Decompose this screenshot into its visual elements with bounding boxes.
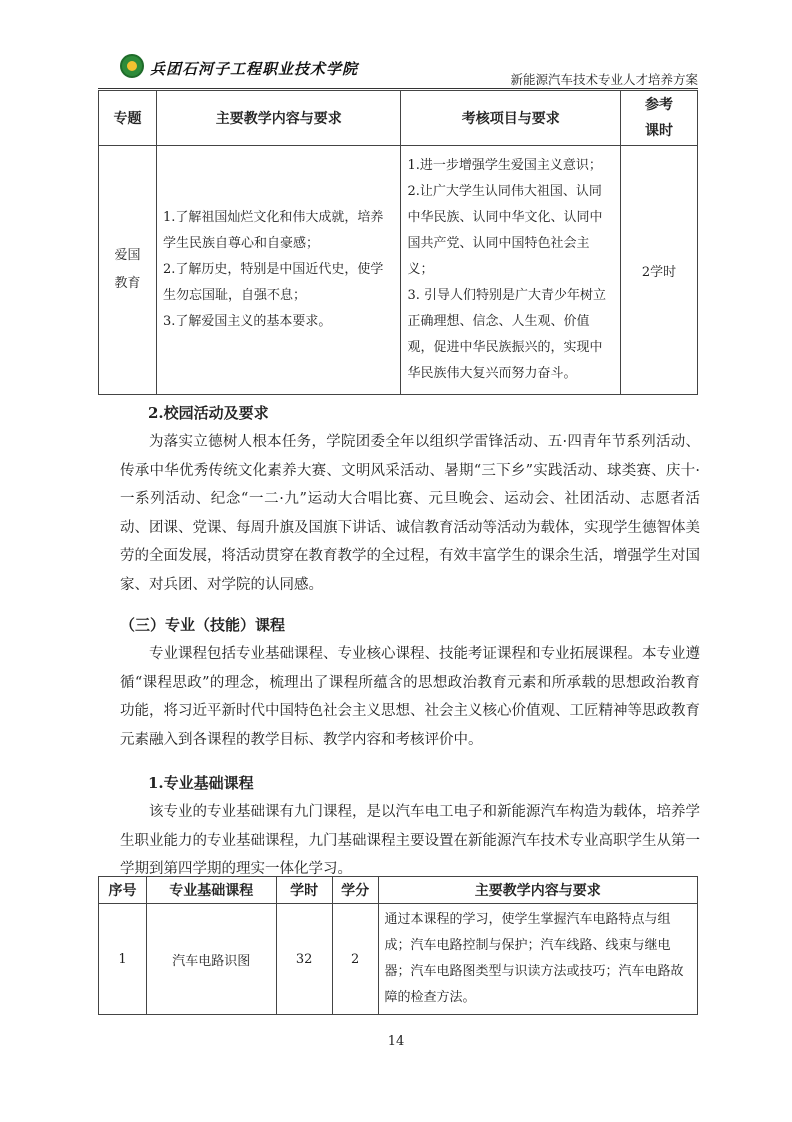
assessment-line: 1.进一步增强学生爱国主义意识；	[407, 158, 602, 173]
table-row	[99, 146, 698, 395]
section-heading: 1.专业基础课程	[148, 774, 254, 792]
content-line: 3.了解爱国主义的基本要求。	[162, 314, 332, 329]
section-heading: （三）专业（技能）课程	[120, 616, 286, 634]
hours-cell: 2学时	[621, 146, 698, 395]
campus-activities-paragraph	[120, 428, 700, 599]
table-header-cell: 参考课时	[621, 91, 698, 146]
topic-cell: 爱国教育	[99, 146, 157, 395]
table-header-cell: 主要教学内容与要求	[156, 91, 401, 146]
row-number: 1	[99, 904, 147, 1015]
major-courses-paragraph	[120, 640, 700, 754]
table-header-cell: 学时	[276, 877, 332, 904]
content-line: 2.了解历史，特别是中国近代史，使学生勿忘国耻，自强不息；	[162, 262, 384, 303]
basic-courses-table	[98, 876, 698, 1015]
course-credits: 2	[332, 904, 378, 1015]
patriotic-education-table	[98, 90, 698, 395]
course-hours: 32	[276, 904, 332, 1015]
header-divider	[98, 88, 698, 89]
table-header-row	[99, 91, 698, 146]
table-header-cell: 考核项目与要求	[401, 91, 621, 146]
table-row	[99, 904, 698, 1015]
page-header	[98, 52, 698, 88]
paragraph-text: 为落实立德树人根本任务，学院团委全年以组织学雷锋活动、五·四青年节系列活动、传承中华优秀传统文化素养大赛、文明风采活动、暑期“三下乡”实践活动、球类赛、庆十·一系列活动、纪念“一二·九”运动大合唱比赛、元旦晚会、运动会、社团活动、志愿者活动、团课、党课、每周升旗及国旗下讲话、诚信教育活动等活动为载体，实现学生德智体美劳的全面发展，将活动贯穿在教育教学的全过程，有效丰富学生的课余生活，增强学生对国家、对兵团、对学院的认同感。	[120, 434, 700, 593]
table-header-cell: 主要教学内容与要求	[378, 877, 697, 904]
paragraph-text: 专业课程包括专业基础课程、专业核心课程、技能考证课程和专业拓展课程。本专业遵循“课程思政”的理念，梳理出了课程所蕴含的思想政治教育元素和所承载的思想政治教育功能，将习近平新时代中国特色社会主义思想、社会主义核心价值观、工匠精神等思政教育元素融入到各课程的教学目标、教学内容和考核评价中。	[120, 646, 700, 748]
school-logo-icon	[120, 54, 144, 78]
table-header-cell: 专题	[99, 91, 157, 146]
assessment-cell	[401, 146, 621, 395]
section-heading: 2.校园活动及要求	[148, 404, 269, 422]
assessment-line: 2.让广大学生认同伟大祖国、认同中华民族、认同中华文化、认同中国共产党、认同中国特色社会主义；	[407, 184, 603, 277]
course-content: 通过本课程的学习，使学生掌握汽车电路特点与组成；汽车电路控制与保护；汽车线路、线束与继电器；汽车电路图类型与识读方法或技巧；汽车电路故障的检查方法。	[378, 904, 697, 1015]
table-header-cell: 学分	[332, 877, 378, 904]
assessment-line: 3. 引导人们特别是广大青少年树立正确理想、信念、人生观、价值观，促进中华民族振兴的，实现中华民族伟大复兴而努力奋斗。	[407, 288, 607, 381]
course-name: 汽车电路识图	[146, 904, 276, 1015]
paragraph-text: 该专业的专业基础课有九门课程，是以汽车电工电子和新能源汽车构造为载体，培养学生职业能力的专业基础课程，九门基础课程主要设置在新能源汽车技术专业高职学生从第一学期到第四学期的理实一体化学习。	[120, 804, 700, 877]
table-header-row	[99, 877, 698, 904]
page-number: 14	[387, 1034, 405, 1049]
table-header-cell: 序号	[99, 877, 147, 904]
content-cell	[156, 146, 401, 395]
document-title: 新能源汽车技术专业人才培养方案	[510, 72, 698, 87]
school-name: 兵团石河子工程职业技术学院	[150, 60, 359, 78]
table-header-cell: 专业基础课程	[146, 877, 276, 904]
content-line: 1.了解祖国灿烂文化和伟大成就，培养学生民族自尊心和自豪感；	[162, 210, 384, 251]
basic-courses-paragraph	[120, 798, 700, 884]
